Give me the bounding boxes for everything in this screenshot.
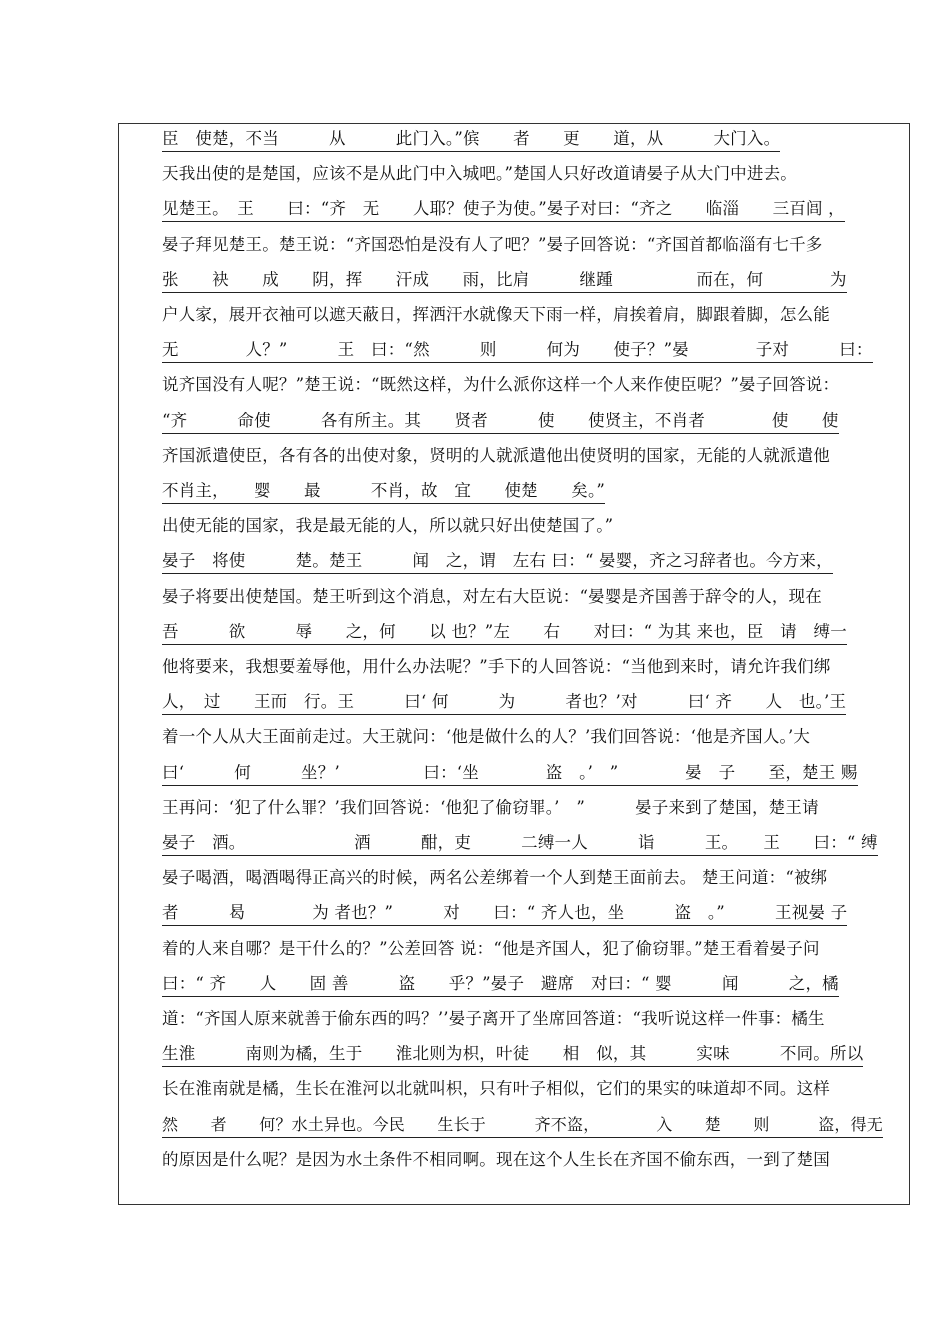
translation-text-line: 长在淮南就是橘，生长在淮河以北就叫枳，只有叶子相似，它们的果实的味道却不同。这样: [162, 1079, 830, 1099]
original-text-line: 曰‘ 何 坐？’ 曰：‘坐 盗 。’ ” 晏 子 至，楚王 赐: [162, 762, 858, 786]
translation-text-line: 齐国派遣使臣，各有各的出使对象，贤明的人就派遣他出使贤明的国家，无能的人就派遣他: [162, 445, 830, 465]
original-text-line: 晏子 酒。 酒 酣，吏 二缚一人 诣 王。 王 曰：“ 缚: [162, 832, 878, 856]
original-text-line: 人， 过 王而 行。王 曰‘ 何 为 者也？’对 曰‘ 齐 人 也。’王: [162, 691, 846, 715]
original-text-line: 不肖主， 婴 最 不肖，故 宜 使楚 矣。”: [162, 480, 605, 504]
original-text-line: 生淮 南则为橘，生于 淮北则为枳，叶徒 相 似，其 实味 不同。所以: [162, 1043, 863, 1067]
original-text-line: 晏子 将使 楚。楚王 闻 之，谓 左右 曰：“ 晏婴，齐之习辞者也。今方来，: [162, 550, 833, 574]
translation-text-line: 着一个人从大王面前走过。大王就问：‘他是做什么的人？’我们回答说：‘他是齐国人。’大: [162, 727, 811, 747]
original-text-line: 无 人？” 王 曰：“然 则 何为 使子？”晏 子对 曰：: [162, 339, 873, 363]
translation-text-line: 着的人来自哪？是干什么的？”公差回答 说：“他是齐国人，犯了偷窃罪。”楚王看着晏子问: [162, 938, 820, 958]
translation-text-line: 晏子喝酒，喝酒喝得正高兴的时候，两名公差绑着一个人到楚王面前去。 楚王问道：“被绑: [162, 868, 828, 888]
translation-text-line: 的原因是什么呢？是因为水土条件不相同啊。现在这个人生长在齐国不偷东西，一到了楚国: [162, 1149, 830, 1169]
original-text-line: “齐 命使 各有所主。其 贤者 使 使贤主，不肖者 使 使: [162, 410, 839, 434]
translation-text-line: 晏子将要出使楚国。楚王听到这个消息，对左右大臣说：“晏婴是齐国善于辞令的人，现在: [162, 586, 822, 606]
translation-text-line: 王再问：‘犯了什么罪？’我们回答说：‘他犯了偷窃罪。’ ” 晏子来到了楚国，楚王请: [162, 797, 819, 817]
translation-text-line: 说齐国没有人呢？”楚王说：“既然这样，为什么派你这样一个人来作使臣呢？”晏子回答说：: [162, 375, 840, 395]
translation-text-line: 出使无能的国家，我是最无能的人，所以就只好出使楚国了。”: [162, 516, 614, 536]
original-text-line: 臣 使楚，不当 从 此门入。”傧 者 更 道，从 大门入。: [162, 128, 780, 152]
original-text-line: 吾 欲 辱 之，何 以 也？”左 右 对曰：“ 为其 来也，臣 请 缚一: [162, 621, 847, 645]
translation-text-line: 道：“齐国人原来就善于偷东西的吗？’’晏子离开了坐席回答道：“我听说这样一件事：橘生: [162, 1009, 825, 1028]
translation-text-line: 晏子拜见楚王。楚王说：“齐国恐怕是没有人了吧？”晏子回答说：“齐国首都临淄有七千多: [162, 234, 823, 254]
original-text-line: 者 曷 为 者也？” 对 曰：“ 齐人也，坐 盗 。” 王视晏 子: [162, 902, 847, 926]
translation-text-line: 户人家，展开衣袖可以遮天蔽日，挥洒汗水就像天下雨一样，肩挨着肩，脚跟着脚，怎么能: [162, 305, 830, 324]
translation-text-line: 天我出使的是楚国，应该不是从此门中入城吧。”楚国人只好改道请晏子从大门中进去。: [162, 164, 797, 184]
translation-text-line: 他将要来，我想要羞辱他，用什么办法呢？”手下的人回答说：“当他到来时，请允许我们绑: [162, 657, 831, 676]
original-text-line: 曰：“ 齐 人 固 善 盗 乎？”晏子 避席 对曰：“ 婴 闻 之，橘: [162, 973, 839, 997]
original-text-line: 见楚王。 王 曰：“齐 无 人耶？使子为使。”晏子对曰：“齐之 临淄 三百闾 ，: [162, 198, 845, 222]
original-text-line: 然 者 何？水土异也。今民 生长于 齐不盗， 入 楚 则 盗，得无: [162, 1114, 883, 1138]
original-text-line: 张 袂 成 阴，挥 汗成 雨，比肩 继踵 而在，何 为: [162, 269, 847, 293]
